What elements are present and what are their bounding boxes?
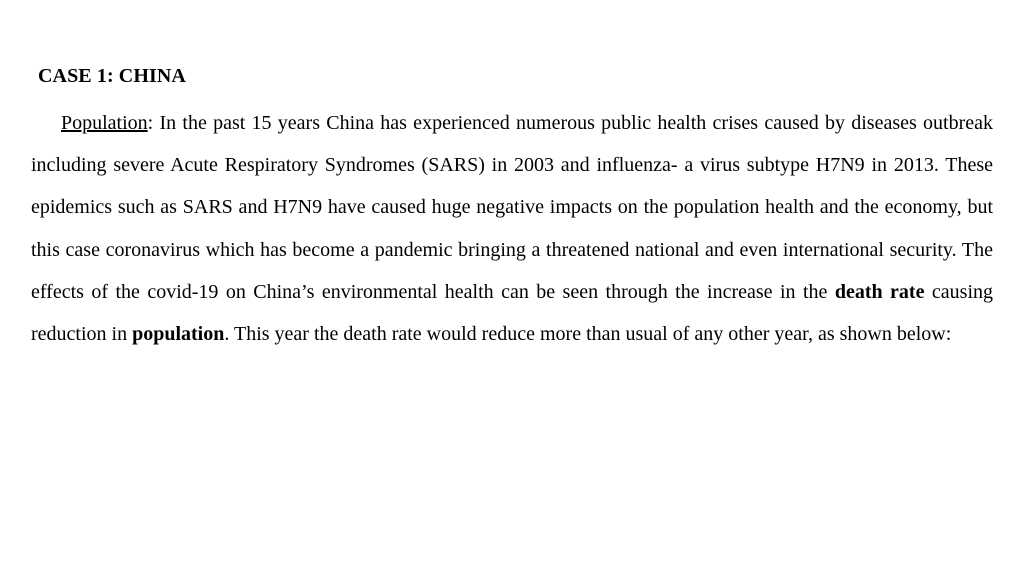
- section-heading: CASE 1: CHINA: [38, 65, 186, 87]
- paragraph-text-part-2: causing reduction in: [31, 280, 994, 346]
- paragraph-text-part-1: : In the past 15 years China has experienced numerous public health crises caused by diseases outbreak including severe Acute Respiratory Syndromes (SARS) in 2003 and influenza- a virus subtype H7N9 in 2013. These epidemics such as SARS and H7N9 have caused huge negative impacts on the population health and the economy, but this case coronavirus which has become a pandemic bringing a threatened national and even international security. The effects of the covid-19 on China’s environmental health can be seen through the increase in the: [31, 112, 993, 303]
- body-paragraph: [31, 102, 993, 355]
- paragraph-text-part-3: . This year the death rate would reduce more than usual of any other year, as shown below:: [224, 323, 952, 346]
- population-emphasis: population: [132, 323, 225, 346]
- population-label: Population: [61, 112, 148, 134]
- death-rate-emphasis: death rate: [834, 280, 925, 303]
